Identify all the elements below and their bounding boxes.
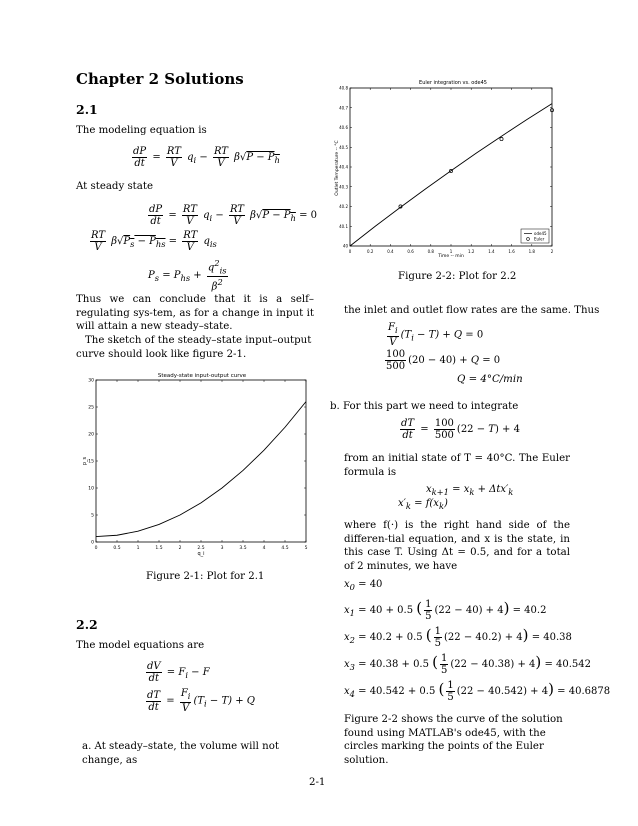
x-tick-label: 2 — [178, 546, 182, 551]
euler-x3: $x_3 = 40.38 + 0.5$ ( $\frac{1}{5}$ (22 − 40.38) + 4) = 40.542 — [344, 653, 591, 676]
chart1-series-line — [96, 402, 306, 537]
euler-x2: $x_2 = 40.2 + 0.5$ ( $\frac{1}{5}$ (22 − 40.2) + 4) = 40.38 — [344, 626, 572, 649]
y-tick-label: 40.2 — [339, 204, 348, 209]
section-2-2-heading: 2.2 — [76, 617, 98, 632]
model-equation: $\frac{dP}{dt}$ = $\frac{RT}{V}$ $q_i$ − $\frac{RT}{V}$ $\beta√P - P_h$ — [133, 146, 280, 169]
y-tick-label: 40 — [342, 243, 348, 249]
y-tick-label: 40.3 — [339, 184, 348, 190]
x-tick-label: 4 — [262, 546, 266, 551]
eq-dTdt: $\frac{dT}{dt}$ = $\frac{100}{500}$ (22 − T) + 4 — [401, 418, 520, 441]
figure-2-2-chart — [330, 76, 560, 264]
chart1-ylabel: p_s — [82, 456, 88, 466]
x-tick-label: 0.5 — [113, 546, 121, 551]
y-tick-label: 25 — [88, 405, 94, 411]
x-tick-label: 1 — [449, 249, 453, 254]
euler-x4: $x_4 = 40.542 + 0.5$ ( $\frac{1}{5}$ (22 − 40.542) + 4) = 40.6878 — [344, 680, 611, 703]
euler-x0: $x_0 = 40$ — [344, 579, 383, 592]
x-tick-label: 1.5 — [155, 546, 163, 551]
x-tick-label: 1.6 — [508, 249, 515, 254]
x-tick-label: 5 — [304, 546, 308, 551]
figure-2-2-caption: Figure 2-2: Plot for 2.2 — [398, 271, 517, 282]
section-2-1-heading: 2.1 — [76, 102, 98, 117]
chart2-ode45-line — [350, 104, 552, 246]
y-tick-label: 40.8 — [339, 85, 348, 91]
steady-eq-3: $P_s = P_{hs}$ + $\frac{q^2_{is}}{\beta^2}$ — [148, 258, 227, 293]
eq-steady-numeric: $\frac{100}{500}$ (20 − 40) + Q = 0 — [386, 349, 501, 372]
figure-2-1-chart — [76, 366, 316, 558]
where-text: where f(·) is the right hand side of the differen-tial equation, and x is the state, in this case T. Using Δt = 0.5, and for a total of 2 minutes, we have — [344, 520, 570, 572]
s21-sketch-text: The sketch of the steady–state input–output curve should look like figure 2-1. — [76, 335, 312, 360]
x-tick-label: 4.5 — [281, 546, 289, 551]
s21-intro: The modeling equation is — [76, 125, 207, 136]
chart2-legend-euler: Euler — [534, 236, 545, 242]
y-tick-label: 40.4 — [339, 164, 348, 170]
page-number: 2-1 — [309, 777, 326, 788]
y-tick-label: 5 — [91, 513, 94, 519]
x-tick-label: 0 — [94, 546, 98, 551]
chart2-title: Euler integration vs. ode45 — [419, 80, 487, 86]
model-eq-dT: $\frac{dT}{dt}$ = $\frac{F_i}{V}$ $(T_i - T) + Q$ — [147, 688, 255, 714]
steady-state-label: At steady state — [76, 181, 153, 192]
y-tick-label: 40.1 — [339, 223, 348, 229]
figure-2-1-caption: Figure 2-1: Plot for 2.1 — [146, 571, 265, 582]
x-tick-label: 3 — [220, 546, 224, 551]
steady-eq-2: $\frac{RT}{V}$ $\beta√P_s - P_{hs}$ = $\frac{RT}{V}$ $q_{is}$ — [91, 230, 217, 253]
q-result: Q = 4°C/min — [457, 374, 523, 385]
y-tick-label: 40.5 — [339, 144, 348, 150]
chart1-frame — [96, 380, 306, 542]
chart2-ylabel: Outlet Temperature -- °C — [335, 140, 340, 196]
x-tick-label: 0 — [348, 249, 352, 254]
x-tick-label: 1.4 — [488, 249, 495, 254]
y-tick-label: 30 — [88, 378, 94, 384]
s22-intro: The model equations are — [76, 640, 205, 651]
x-tick-label: 0.8 — [427, 249, 434, 254]
y-tick-label: 10 — [88, 486, 94, 492]
euler-formula-1: $x_{k+1} = x_k + \Delta tx'_k$ — [426, 484, 514, 497]
x-tick-label: 0.4 — [387, 249, 394, 254]
part-b-text: b. For this part we need to integrate — [330, 401, 519, 412]
inlet-text: the inlet and outlet flow rates are the same. Thus — [344, 305, 600, 316]
chart1-title: Steady-state input-output curve — [157, 373, 247, 379]
x-tick-label: 1.8 — [528, 249, 535, 254]
final-text: Figure 2-2 shows the curve of the solution found using MATLAB's ode45, with the circles marking the points of the Euler solution. — [344, 714, 563, 766]
chart2-legend-ode45: ode45 — [534, 231, 547, 236]
chart2-legend — [521, 229, 549, 243]
chart1-xlabel: q_i — [197, 551, 205, 557]
s21-conclusion: Thus we can conclude that it is a self–regulating sys-tem, as for a change in input it will attain a new steady–state. — [76, 294, 314, 333]
euler-point — [500, 137, 503, 140]
x-tick-label: 0.6 — [407, 249, 414, 254]
model-eq-dV: $\frac{dV}{dt}$ = $F_i - F$ — [147, 661, 210, 684]
y-tick-label: 15 — [88, 459, 94, 465]
eq-steady-heat: $\frac{F_i}{V}$ $(T_i - T) + Q = 0$ — [388, 322, 484, 348]
x-tick-label: 1.2 — [468, 249, 475, 254]
x-tick-label: 2 — [550, 249, 554, 254]
y-tick-label: 20 — [88, 432, 94, 438]
euler-formula-2: $x'_k = f(x_k)$ — [398, 498, 448, 511]
x-tick-label: 1 — [136, 546, 140, 551]
s22-item-a: a. At steady–state, the volume will not change, as — [82, 741, 279, 766]
y-tick-label: 0 — [91, 540, 94, 546]
x-tick-label: 2.5 — [197, 546, 205, 551]
x-tick-label: 3.5 — [239, 546, 247, 551]
euler-x1: $x_1 = 40 + 0.5$ ( $\frac{1}{5}$ (22 − 40) + 4) = 40.2 — [344, 599, 547, 622]
chapter-title: Chapter 2 Solutions — [76, 70, 244, 88]
steady-eq-1: $\frac{dP}{dt}$ = $\frac{RT}{V}$ $q_i$ − $\frac{RT}{V}$ $\beta√P - P_h = 0$ — [149, 204, 317, 227]
y-tick-label: 40.6 — [339, 125, 348, 130]
x-tick-label: 0.2 — [367, 249, 374, 254]
chart2-xlabel: Time -- min — [438, 254, 464, 259]
y-tick-label: 40.7 — [339, 105, 348, 111]
initial-state-text: from an initial state of T = 40°C. The Euler formula is — [344, 453, 570, 478]
